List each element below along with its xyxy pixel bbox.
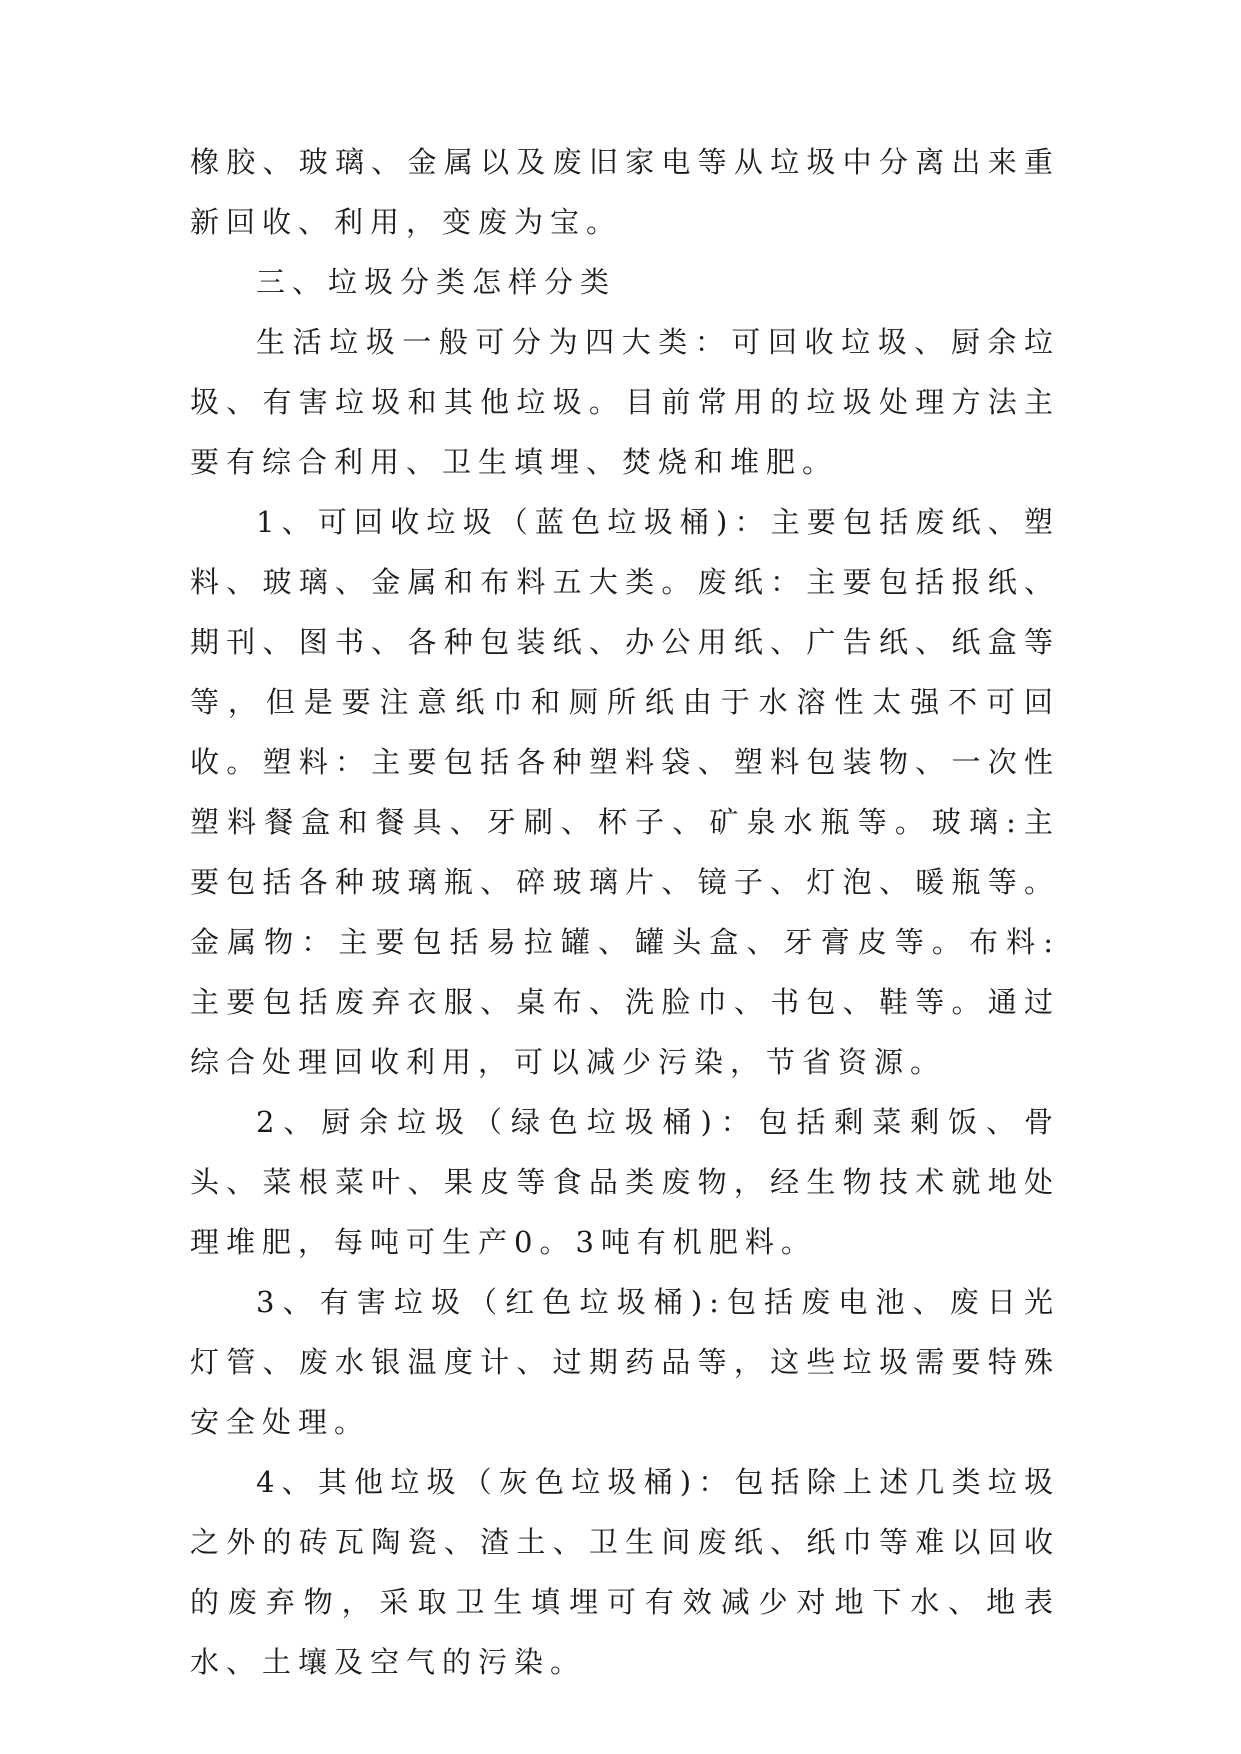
paragraph-hazardous: 3、有害垃圾（红色垃圾桶):包括废电池、废日光灯管、废水银温度计、过期药品等，这些垃圾需要特殊安全处理。 xyxy=(190,1285,1060,1439)
paragraph-kitchen-waste: 2、厨余垃圾（绿色垃圾桶)：包括剩菜剩饭、骨头、菜根菜叶、果皮等食品类废物，经生物技术就地处理堆肥，每吨可生产0。3吨有机肥料。 xyxy=(190,1105,1060,1259)
paragraph-overview: 生活垃圾一般可分为四大类：可回收垃圾、厨余垃圾、有害垃圾和其他垃圾。目前常用的垃圾处理方法主要有综合利用、卫生填埋、焚烧和堆肥。 xyxy=(190,325,1060,479)
paragraph-other-waste: 4、其他垃圾（灰色垃圾桶)：包括除上述几类垃圾之外的砖瓦陶瓷、渣土、卫生间废纸、纸巾等难以回收的废弃物，采取卫生填埋可有效减少对地下水、地表水、土壤及空气的污染。 xyxy=(190,1465,1060,1679)
section-heading: 三、垃圾分类怎样分类 xyxy=(256,265,617,299)
document-page xyxy=(190,132,1060,1692)
paragraph-continuation: 橡胶、玻璃、金属以及废旧家电等从垃圾中分离出来重新回收、利用，变废为宝。 xyxy=(190,145,1060,239)
paragraph-recyclable: 1、可回收垃圾（蓝色垃圾桶)：主要包括废纸、塑料、玻璃、金属和布料五大类。废纸：主要包括报纸、期刊、图书、各种包装纸、办公用纸、广告纸、纸盒等等，但是要注意纸巾和厕所纸由于水溶性太强不可回收。塑料：主要包括各种塑料袋、塑料包装物、一次性塑料餐盒和餐具、牙刷、杯子、矿泉水瓶等。玻璃:主要包括各种玻璃瓶、碎玻璃片、镜子、灯泡、暖瓶等。金属物：主要包括易拉罐、罐头盒、牙膏皮等。布料:主要包括废弃衣服、桌布、洗脸巾、书包、鞋等。通过综合处理回收利用，可以减少污染，节省资源。 xyxy=(190,505,1060,1079)
